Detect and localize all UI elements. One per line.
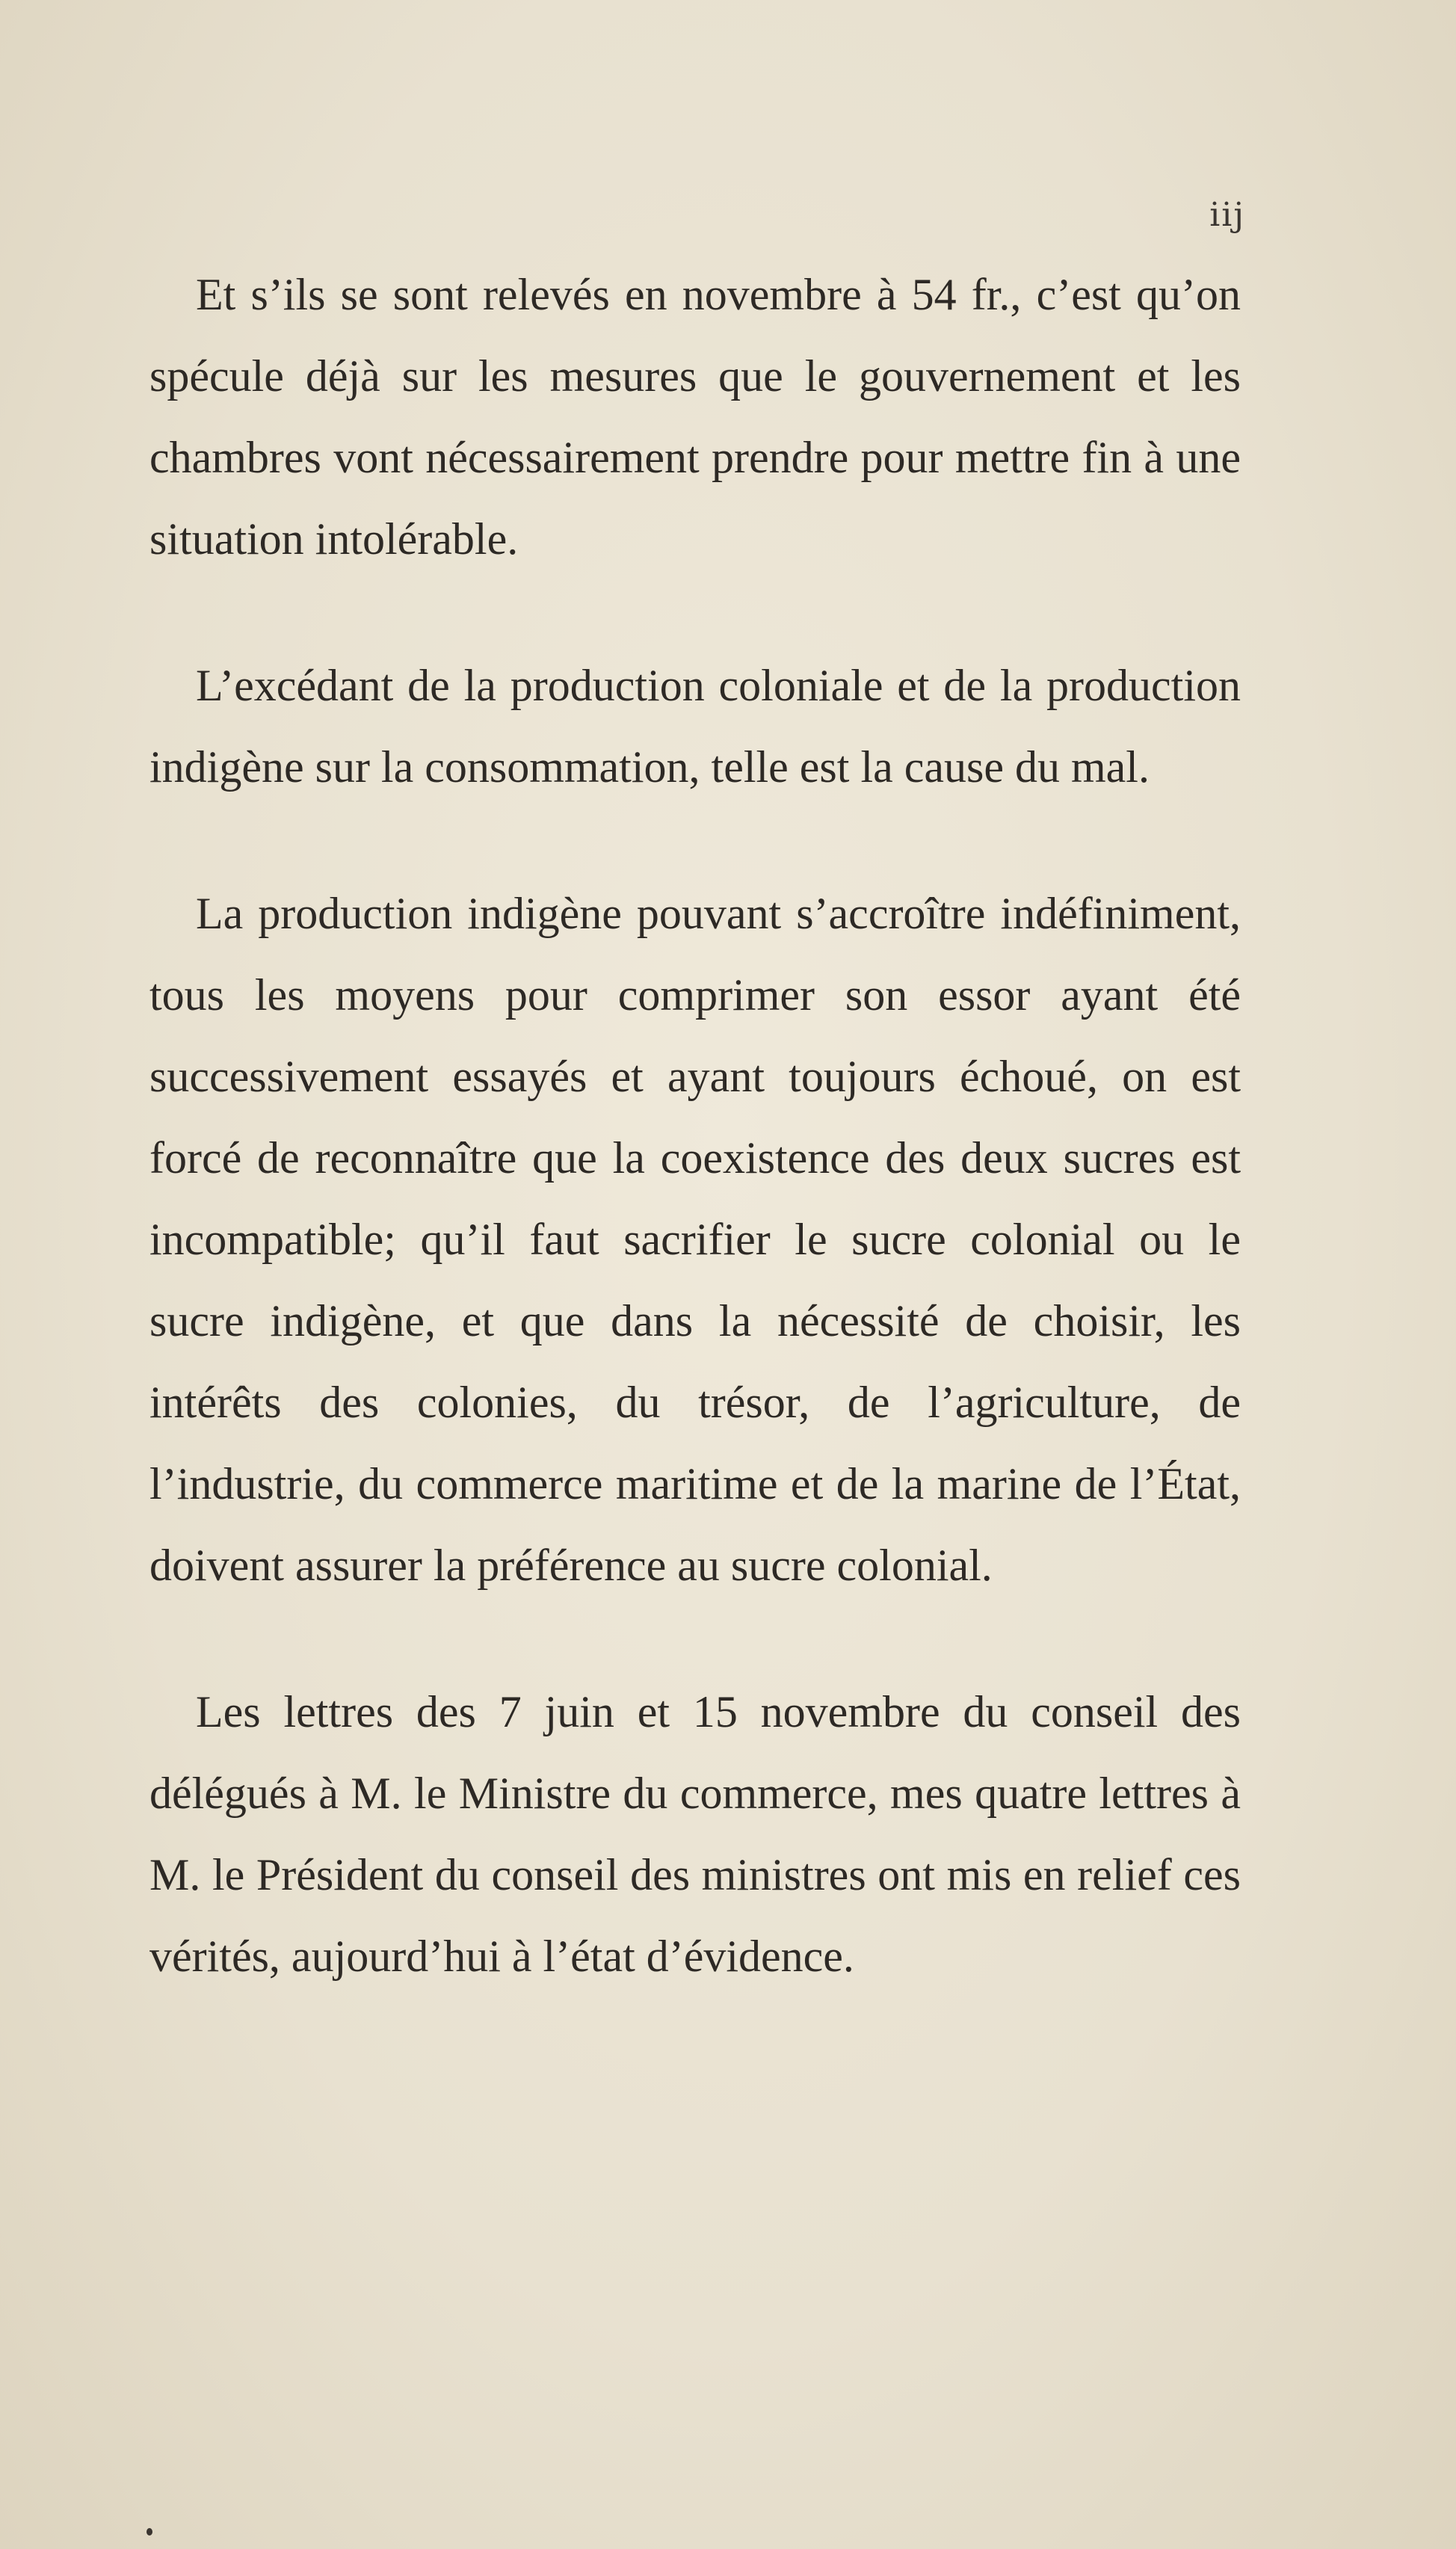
page-number: iij [1209, 196, 1245, 234]
paragraph-1: Et s’ils se sont relevés en novembre à 54 fr., c’est qu’on spécule déjà sur les mesures que le gouvernement et les chambres vont nécessairement prendre pour mettre fin à une situation intolérable. [149, 270, 1241, 564]
paragraph-3: La production indigène pouvant s’accroître indéfiniment, tous les moyens pour comprimer son essor ayant été successivement essayés et ayant toujours échoué, on est forcé de reconnaître que la coexistence des deux sucres est incompatible; qu’il faut sacrifier le sucre colonial ou le sucre indigène, et que dans la nécessité de choisir, les intérêts des colonies, du trésor, de l’agriculture, de l’industrie, du commerce maritime et de la marine de l’État, doivent assurer la préférence au sucre colonial. [149, 889, 1241, 1590]
paragraph-2: L’excédant de la production coloniale et de la production indigène sur la consommation, telle est la cause du mal. [149, 661, 1241, 792]
paragraph-4: Les lettres des 7 juin et 15 novembre du conseil des délégués à M. le Ministre du commerce, mes quatre lettres à M. le Président du conseil des ministres ont mis en relief ces vérités, aujourd’hui à l’état d’évidence. [149, 1687, 1241, 1981]
body-text [149, 254, 1241, 1997]
paper-speck [146, 2528, 152, 2536]
